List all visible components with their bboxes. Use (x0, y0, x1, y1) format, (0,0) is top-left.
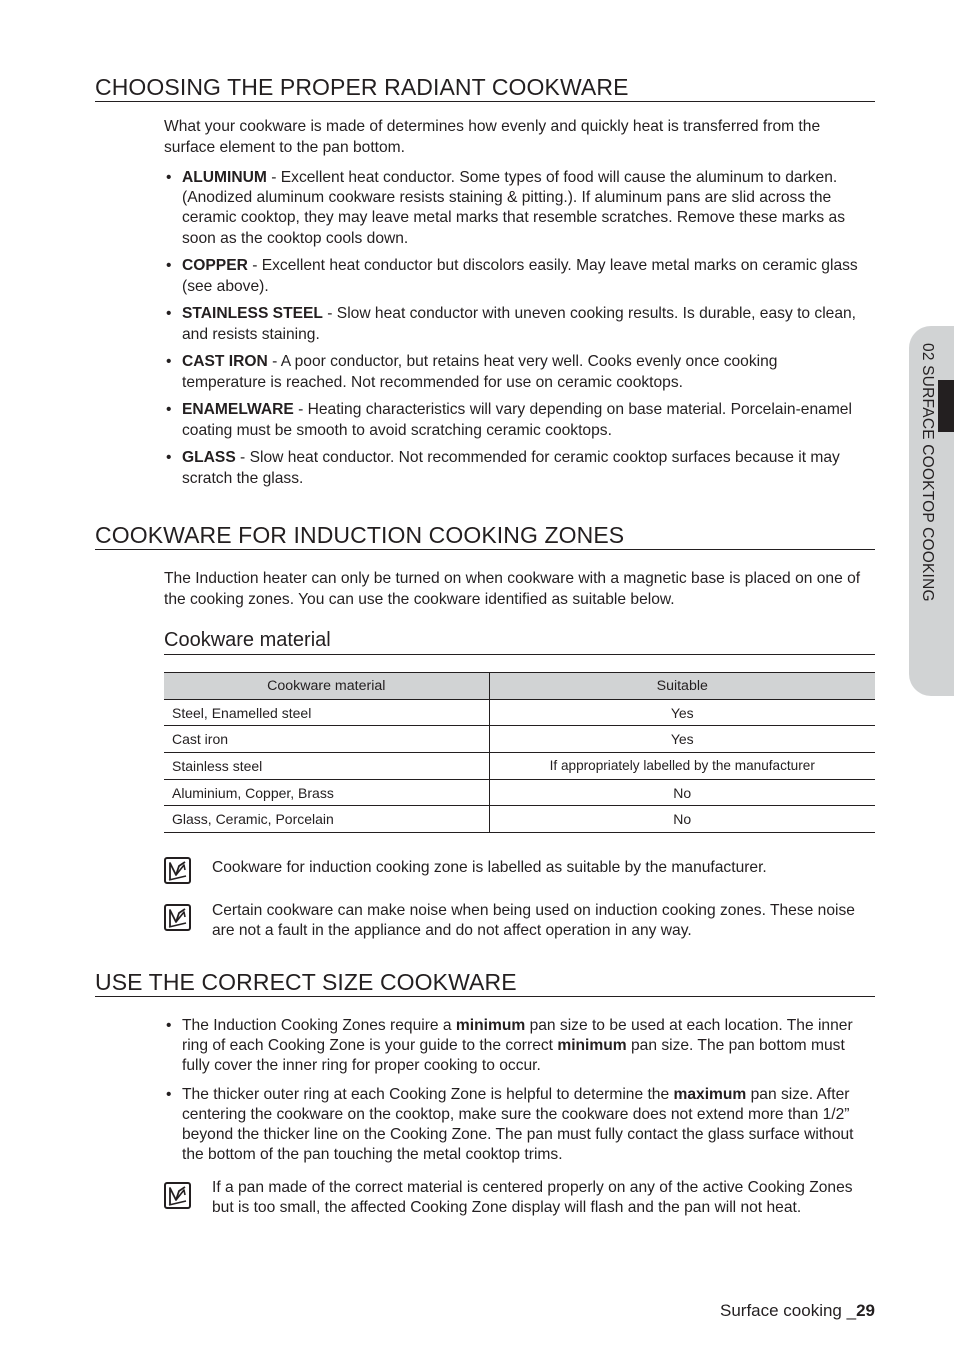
table-header-row (164, 673, 875, 700)
table-cell: Yes (489, 699, 875, 726)
subtitle-cookware-material: Cookware material (164, 628, 875, 655)
induction-intro: The Induction heater can only be turned on when cookware with a magnetic base is placed on one of the cooking zones. You can use the cookware identified as suitable below. (164, 570, 861, 608)
table-cell: Stainless steel (164, 753, 489, 780)
list-item: • GLASS - Slow heat conductor. Not recommended for ceramic cooktop surfaces because it may scratch the glass. (166, 449, 840, 487)
list-item: • The Induction Cooking Zones require a minimum pan size to be used at each location. The inner ring of each Cooking Zone is your guide to the correct minimum pan size. The pan bottom must fully cover the inner ring for proper cooking to occur. (166, 1017, 853, 1075)
chapter-side-label: 02 SURFACE COOKTOP COOKING (919, 343, 936, 602)
note-text: Cookware for induction cooking zone is labelled as suitable by the manufacturer. (212, 859, 767, 876)
col-header-suitable: Suitable (489, 673, 875, 700)
table-cell: Steel, Enamelled steel (164, 699, 489, 726)
section-title-correct-size: USE THE CORRECT SIZE COOKWARE (95, 969, 875, 997)
list-item: • CAST IRON - A poor conductor, but retains heat very well. Cooks evenly once cooking temperature is reached. Not recommended for use on ceramic cooktops. (166, 353, 778, 391)
chapter-side-marker (938, 380, 954, 432)
table-cell: Yes (489, 726, 875, 753)
footer-label: Surface cooking _ (719, 1301, 857, 1320)
list-item: • The thicker outer ring at each Cooking Zone is helpful to determine the maximum pan size. After centering the cookware on the cooktop, make sure the cookware does not extend more than 1/2” beyond the thicker line on the Cooking Zone. The pan must fully contact the glass surface without the bottom of the pan touching the metal cooktop trims. (166, 1085, 854, 1164)
note-icon (164, 904, 191, 931)
section-title-induction-cookware: COOKWARE FOR INDUCTION COOKING ZONES (95, 522, 875, 550)
page-number: 29 (856, 1301, 875, 1320)
table-row (164, 726, 875, 753)
radiant-material-list (164, 168, 864, 496)
page-footer (640, 1301, 875, 1321)
note-text: If a pan made of the correct material is centered properly on any of the active Cooking Zones but is too small, the affected Cooking Zone display will flash and the pan will not heat. (212, 1179, 853, 1217)
note-text: Certain cookware can make noise when being used on induction cooking zones. These noise are not a fault in the appliance and do not affect operation in any way. (212, 902, 855, 940)
list-item: • COPPER - Excellent heat conductor but discolors easily. May leave metal marks on ceramic glass (see above). (166, 257, 858, 295)
list-item: • ALUMINUM - Excellent heat conductor. Some types of food will cause the aluminum to darken. (Anodized aluminum cookware resists staining & pitting.). If aluminum pans are slid across the ceramic cooktop, they may leave metal marks that resemble scratches. Remove these marks as soon as the cooktop cools down. (166, 169, 845, 247)
table-cell: Cast iron (164, 726, 489, 753)
table-cell: If appropriately labelled by the manufacturer (489, 753, 875, 780)
table-row (164, 753, 875, 780)
table-row (164, 806, 875, 833)
note-icon (164, 857, 191, 884)
size-guideline-list (164, 1016, 864, 1173)
note-icon (164, 1182, 191, 1209)
table-row (164, 699, 875, 726)
list-item: • ENAMELWARE - Heating characteristics will vary depending on base material. Porcelain-enamel coating must be smooth to avoid scratching ceramic cooktops. (166, 401, 852, 439)
radiant-intro: What your cookware is made of determines how evenly and quickly heat is transferred from the surface element to the pan bottom. (164, 118, 821, 156)
table-cell: Aluminium, Copper, Brass (164, 779, 489, 806)
list-item: • STAINLESS STEEL - Slow heat conductor with uneven cooking results. Is durable, easy to clean, and resists staining. (166, 305, 857, 343)
table-cell: Glass, Ceramic, Porcelain (164, 806, 489, 833)
cookware-material-table (164, 672, 875, 833)
table-cell: No (489, 806, 875, 833)
table-row (164, 779, 875, 806)
table-cell: No (489, 779, 875, 806)
section-title-radiant-cookware: CHOOSING THE PROPER RADIANT COOKWARE (95, 74, 875, 102)
col-header-material: Cookware material (164, 673, 489, 700)
